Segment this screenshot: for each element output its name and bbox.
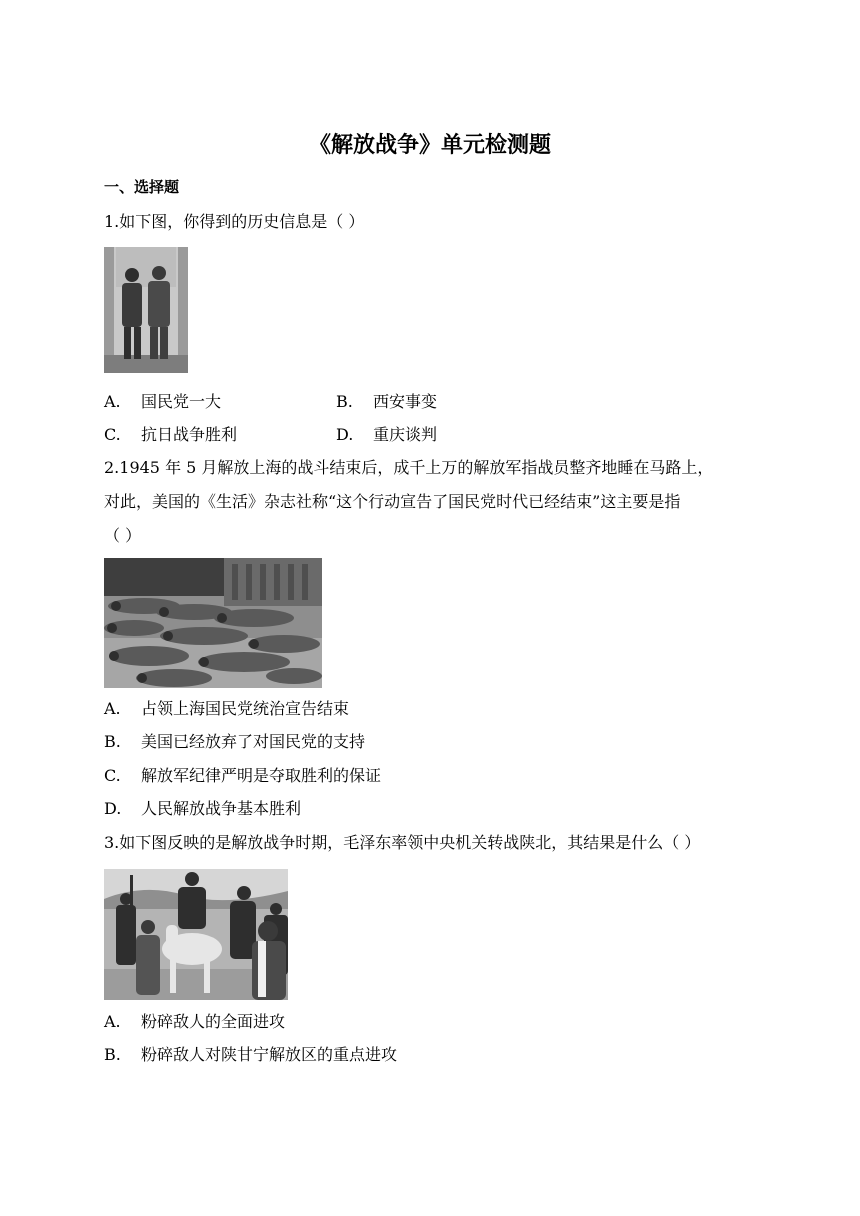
question-1-stem: 1.如下图，你得到的历史信息是（ ） xyxy=(104,212,365,231)
q1-option-d-letter: D. xyxy=(336,425,354,444)
section-heading: 一、选择题 xyxy=(104,178,180,196)
question-3-photo xyxy=(104,869,288,1000)
question-1-photo xyxy=(104,247,188,373)
q1-option-d-text: 重庆谈判 xyxy=(373,425,438,444)
q3-option-a-text: 粉碎敌人的全面进攻 xyxy=(141,1012,286,1031)
question-2-stem-line-3: （ ） xyxy=(104,526,142,545)
q2-option-d-letter: D. xyxy=(104,799,122,818)
q3-option-b-text: 粉碎敌人对陕甘宁解放区的重点进攻 xyxy=(141,1045,398,1064)
q2-option-c-letter: C. xyxy=(104,766,121,785)
q1-option-c-text: 抗日战争胜利 xyxy=(141,425,238,444)
question-3-stem: 3.如下图反映的是解放战争时期，毛泽东率领中央机关转战陕北，其结果是什么（ ） xyxy=(104,833,701,852)
question-2-photo xyxy=(104,558,322,688)
q1-option-b-text: 西安事变 xyxy=(373,392,438,411)
page-title: 《解放战争》单元检测题 xyxy=(308,132,551,158)
q1-option-c-letter: C. xyxy=(104,425,121,444)
q2-option-b-letter: B. xyxy=(104,732,121,751)
q2-option-a-letter: A. xyxy=(104,699,121,718)
q1-option-a-letter: A. xyxy=(104,392,121,411)
q1-option-b-letter: B. xyxy=(336,392,353,411)
question-2-stem-line-2: 对此，美国的《生活》杂志社称“这个行动宣告了国民党时代已经结束”这主要是指 xyxy=(104,492,681,511)
q2-option-a-text: 占领上海国民党统治宣告结束 xyxy=(141,699,350,718)
q2-option-b-text: 美国已经放弃了对国民党的支持 xyxy=(141,732,366,751)
q3-option-a-letter: A. xyxy=(104,1012,121,1031)
q2-option-c-text: 解放军纪律严明是夺取胜利的保证 xyxy=(141,766,382,785)
q1-option-a-text: 国民党一大 xyxy=(141,392,222,411)
question-2-stem-line-1: 2.1945 年 5 月解放上海的战斗结束后，成千上万的解放军指战员整齐地睡在马路上， xyxy=(104,458,714,477)
q2-option-d-text: 人民解放战争基本胜利 xyxy=(141,799,302,818)
q3-option-b-letter: B. xyxy=(104,1045,121,1064)
